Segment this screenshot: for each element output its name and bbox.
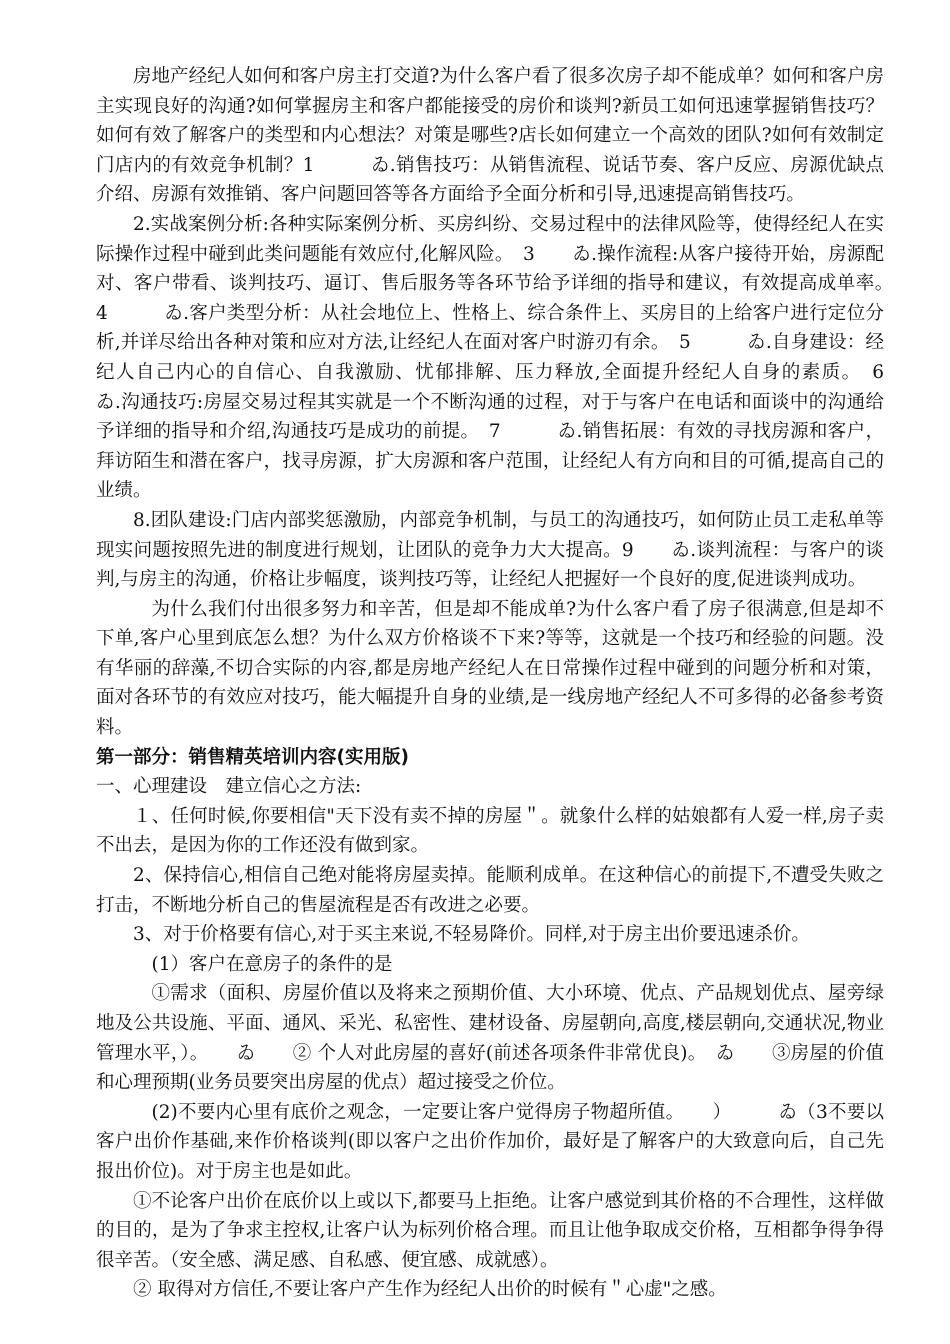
- sub-point-1-heading: (1）客户在意房子的条件的是: [151, 953, 393, 975]
- intro-paragraph: 房地产经纪人如何和客户房主打交道?为什么客户看了很多次房子却不能成单？如何和客户房主实现良好的沟通?如何掌握房主和客户都能接受的房价和谈判?新员工如何迅速掌握销售技巧？如何有效了解客户的类型和内心想法？对策是哪些?店长如何建立一个高效的团队?如何有效制定门店内的有效竞争机制？1 ゐ.销售技巧：从销售流程、说话节奏、客户反应、房源优缺点介绍、房源有效推销、客户问题回答等各方面给予全面分析和引导,迅速提高销售技巧。: [96, 66, 884, 206]
- sub-point-2-paragraph: (2)不要内心里有底价之观念，一定要让客户觉得房子物超所值。 ） ゐ（3不要以客户出价作基础,来作价格谈判(即以客户之出价作加价，最好是了解客户的大致意向后，自己先报出价位)。对于房主也是如此。: [96, 1101, 884, 1182]
- needs-paragraph: ①需求（面积、房屋价值以及将来之预期价值、大小环境、优点、产品规划优点、屋旁绿地及公共设施、平面、通风、采光、私密性、建材设备、房屋朝向,高度,楼层朝向,交通状况,物业管理水平，）。 ゐ ② 个人对此房屋的喜好(前述各项条件非常优良)。 ゐ ③房屋的价值和心理预期(业务员要突出房屋的优点）超过接受之价位。: [96, 983, 884, 1094]
- point-1-paragraph: １、任何时候,你要相信"天下没有卖不掉的房屋＂。就象什么样的姑娘都有人爱一样,房子卖不出去，是因为你的工作还没有做到家。: [96, 805, 884, 857]
- reject-paragraph: ①不论客户出价在底价以上或以下,都要马上拒绝。让客户感觉到其价格的不合理性，这样做的目的，是为了争求主控权,让客户认为标列价格合理。而且让他争取成交价格，互相都争得争得很辛苦。（安全感、满足感、自私感、便宜感、成就感）。: [96, 1190, 884, 1271]
- point-3-paragraph: 3、对于价格要有信心,对于买主来说,不轻易降价。同样,对于房主出价要迅速杀价。: [133, 924, 810, 946]
- point-2-paragraph: 2、保持信心,相信自己绝对能将房屋卖掉。能顺利成单。在这种信心的前提下,不遭受失败之打击，不断地分析自己的售屋流程是否有改进之必要。: [96, 865, 884, 916]
- subsection-heading: 一、心理建设 建立信心之方法:: [96, 776, 362, 798]
- section-heading: 第一部分：销售精英培训内容(实用版): [96, 746, 409, 768]
- trust-paragraph: ② 取得对方信任,不要让客户产生作为经纪人出价的时候有＂心虚"之感。: [133, 1279, 727, 1301]
- case-analysis-paragraph: 2.实战案例分析:各种实际案例分析、买房纠纷、交易过程中的法律风险等，使得经纪人在实际操作过程中碰到此类问题能有效应付,化解风险。 3 ゐ.操作流程:从客户接待开始，房源配对、客户带看、谈判技巧、逼订、售后服务等各环节给予详细的指导和建议，有效提高成单率。 4 ゐ.客户类型分析：从社会地位上、性格上、综合条件上、买房目的上给客户进行定位分析,并详尽给出各种对策和应对方法,让经纪人在面对客户时游刃有余。 5 ゐ.自身建设：经纪人自己内心的自信心、自我激励、忧郁排解、压力释放,全面提升经纪人自身的素质。 6 ゐ.沟通技巧:房屋交易过程其实就是一个不断沟通的过程，对于与客户在电话和面谈中的沟通给予详细的指导和介绍,沟通技巧是成功的前提。 7 ゐ.销售拓展：有效的寻找房源和客户，拜访陌生和潜在客户，找寻房源，扩大房源和客户范围，让经纪人有方向和目的可循,提高自己的业绩。: [96, 213, 940, 502]
- team-building-paragraph: 8.团队建设:门店内部奖惩激励，内部竞争机制，与员工的沟通技巧，如何防止员工走私单等现实问题按照先进的制度进行规划，让团队的竞争力大大提高。9 ゐ.谈判流程：与客户的谈判,与房主的沟通，价格让步幅度，谈判技巧等，让经纪人把握好一个良好的度,促进谈判成功。: [96, 509, 884, 591]
- summary-paragraph: 为什么我们付出很多努力和辛苦，但是却不能成单?为什么客户看了房子很满意,但是却不下单,客户心里到底怎么想？为什么双方价格谈不下来?等等，这就是一个技巧和经验的问题。没有华丽的辞藻,不切合实际的内容,都是房地产经纪人在日常操作过程中碰到的问题分析和对策，面对各环节的有效应对技巧，能大幅提升自身的业绩,是一线房地产经纪人不可多得的必备参考资料。: [96, 598, 884, 739]
